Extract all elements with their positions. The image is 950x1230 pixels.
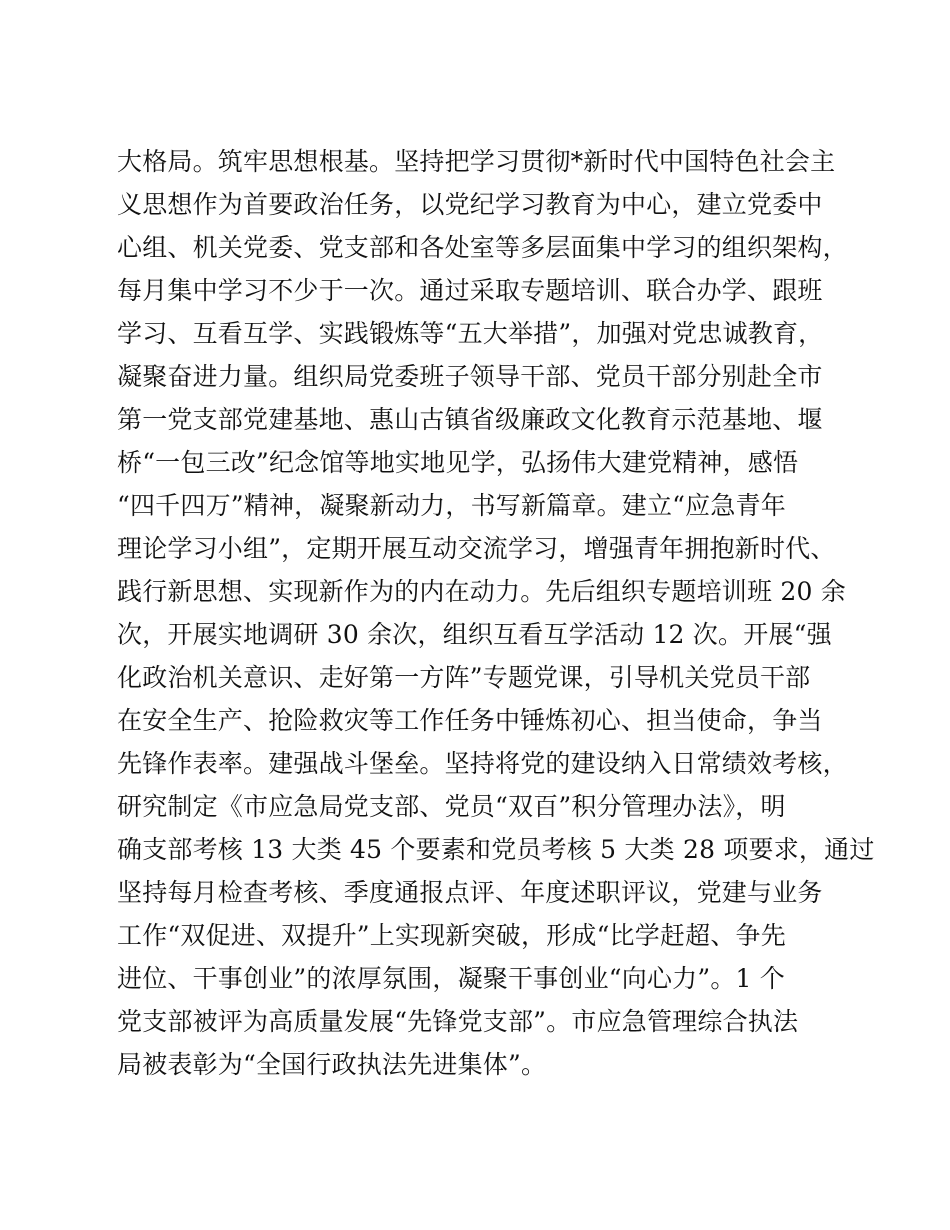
text-line: 工作“双促进、双提升”上实现新突破，形成“比学赶超、争先 <box>117 921 786 950</box>
text-line: 心组、机关党委、党支部和各处室等多层面集中学习的组织架构， <box>117 233 848 262</box>
text-line: 党支部被评为高质量发展“先锋党支部”。市应急管理综合执法 <box>117 1007 799 1036</box>
text-line: 学习、互看互学、实践锻炼等“五大举措”，加强对党忠诚教育， <box>117 319 824 348</box>
text-line: 研究制定《市应急局党支部、党员“双百”积分管理办法》，明 <box>117 792 786 821</box>
text-line: 确支部考核 13 大类 45 个要素和党员考核 5 大类 28 项要求，通过 <box>117 835 875 864</box>
body-paragraph <box>117 140 875 1086</box>
text-line: “四千四万”精神，凝聚新动力，书写新篇章。建立“应急青年 <box>117 491 786 520</box>
text-line: 局被表彰为“全国行政执法先进集体”。 <box>117 1050 547 1079</box>
text-line: 桥“一包三改”纪念馆等地实地见学，弘扬伟大建党精神，感悟 <box>117 448 799 477</box>
text-line: 化政治机关意识、走好第一方阵”专题党课，引导机关党员干部 <box>117 663 811 692</box>
text-line: 坚持每月检查考核、季度通报点评、年度述职评议，党建与业务 <box>117 878 823 907</box>
text-line: 践行新思想、实现新作为的内在动力。先后组织专题培训班 20 余 <box>117 577 846 606</box>
text-line: 凝聚奋进力量。组织局党委班子领导干部、党员干部分别赴全市 <box>117 362 823 391</box>
text-line: 在安全生产、抢险救灾等工作任务中锤炼初心、担当使命，争当 <box>117 706 823 735</box>
text-line: 理论学习小组”，定期开展互动交流学习，增强青年拥抱新时代、 <box>117 534 836 563</box>
text-line: 进位、干事创业”的浓厚氛围，凝聚干事创业“向心力”。1 个 <box>117 964 785 993</box>
text-line: 先锋作表率。建强战斗堡垒。坚持将党的建设纳入日常绩效考核， <box>117 749 848 778</box>
text-line: 义思想作为首要政治任务，以党纪学习教育为中心，建立党委中 <box>117 190 823 219</box>
text-line: 大格局。筑牢思想根基。坚持把学习贯彻*新时代中国特色社会主 <box>117 147 836 176</box>
text-line: 次，开展实地调研 30 余次，组织互看互学活动 12 次。开展“强 <box>117 620 832 649</box>
text-line: 每月集中学习不少于一次。通过采取专题培训、联合办学、跟班 <box>117 276 823 305</box>
text-line: 第一党支部党建基地、惠山古镇省级廉政文化教育示范基地、堰 <box>117 405 823 434</box>
